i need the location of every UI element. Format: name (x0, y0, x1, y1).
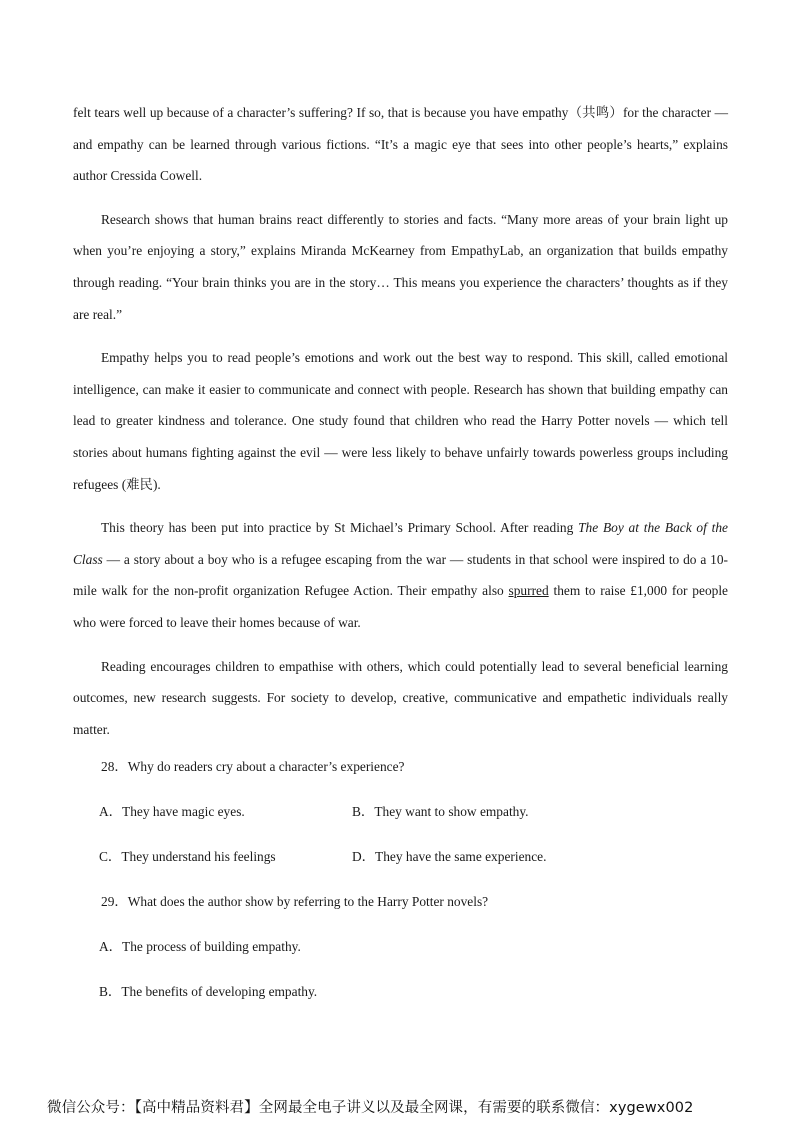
question-28-option-d[interactable]: D．They have the same experience. (352, 849, 547, 865)
document-page (73, 97, 728, 1002)
question-28-option-c[interactable]: C．They understand his feelings (99, 849, 276, 865)
paragraph-3: Empathy helps you to read people’s emotions and work out the best way to respond. This skill, called emotional intelligence, can make it easier to communicate and connect with people. Research has shown that building empathy can lead to greater kindness and tolerance. One study found that children who read the Harry Potter novels — which tell stories about humans fighting against the evil — were less likely to behave unfairly towards powerless groups including refugees (难民). (73, 350, 728, 492)
question-29-option-a[interactable]: A．The process of building empathy. (99, 939, 301, 955)
question-29-option-b[interactable]: B．The benefits of developing empathy. (99, 984, 318, 1000)
underlined-word: spurred (508, 583, 549, 599)
question-29-stem: 29．What does the author show by referring to the Harry Potter novels? (101, 894, 489, 910)
paragraph-1: felt tears well up because of a character’s suffering? If so, that is because you have empathy（共鸣）for the character — and empathy can be learned through various fictions. “It’s a magic eye that sees into other people’s hearts,” explains author Cressida Cowell. (73, 105, 728, 184)
question-28-options-row-2 (99, 847, 728, 867)
question-28-stem: 28．Why do readers cry about a character’s experience? (101, 759, 405, 775)
paragraph-4-text-c: them to raise £1,000 for people who were forced to leave their homes because of war. (73, 583, 728, 630)
book-title: The Boy at the Back of the Class (73, 520, 728, 567)
paragraph-4-text-b: — a story about a boy who is a refugee escaping from the war — students in that school were inspired to do a 10-mile walk for the non-profit organization Refugee Action. Their empathy also (73, 551, 728, 599)
question-28-option-a[interactable]: A．They have magic eyes. (99, 804, 245, 820)
footer-watermark-text: 微信公众号：【高中精品资料君】全网最全电子讲义以及最全网课，有需要的联系微信：xygewx002 (47, 1100, 694, 1116)
question-28-options-row-1 (99, 802, 728, 822)
paragraph-5: Reading encourages children to empathise with others, which could potentially lead to several beneficial learning outcomes, new research suggests. For society to develop, creative, communicative and empathetic individuals really matter. (73, 658, 728, 737)
paragraph-4-text-a: This theory has been put into practice by St Michael’s Primary School. After reading (101, 520, 579, 536)
paragraph-2: Research shows that human brains react differently to stories and facts. “Many more areas of your brain light up when you’re enjoying a story,” explains Miranda McKearney from EmpathyLab, an organization that builds empathy through reading. “Your brain thinks you are in the story… This means you experience the characters’ thoughts as if they are real.” (73, 211, 728, 322)
paragraph-4 (73, 512, 728, 638)
question-28-option-b[interactable]: B．They want to show empathy. (352, 804, 529, 820)
